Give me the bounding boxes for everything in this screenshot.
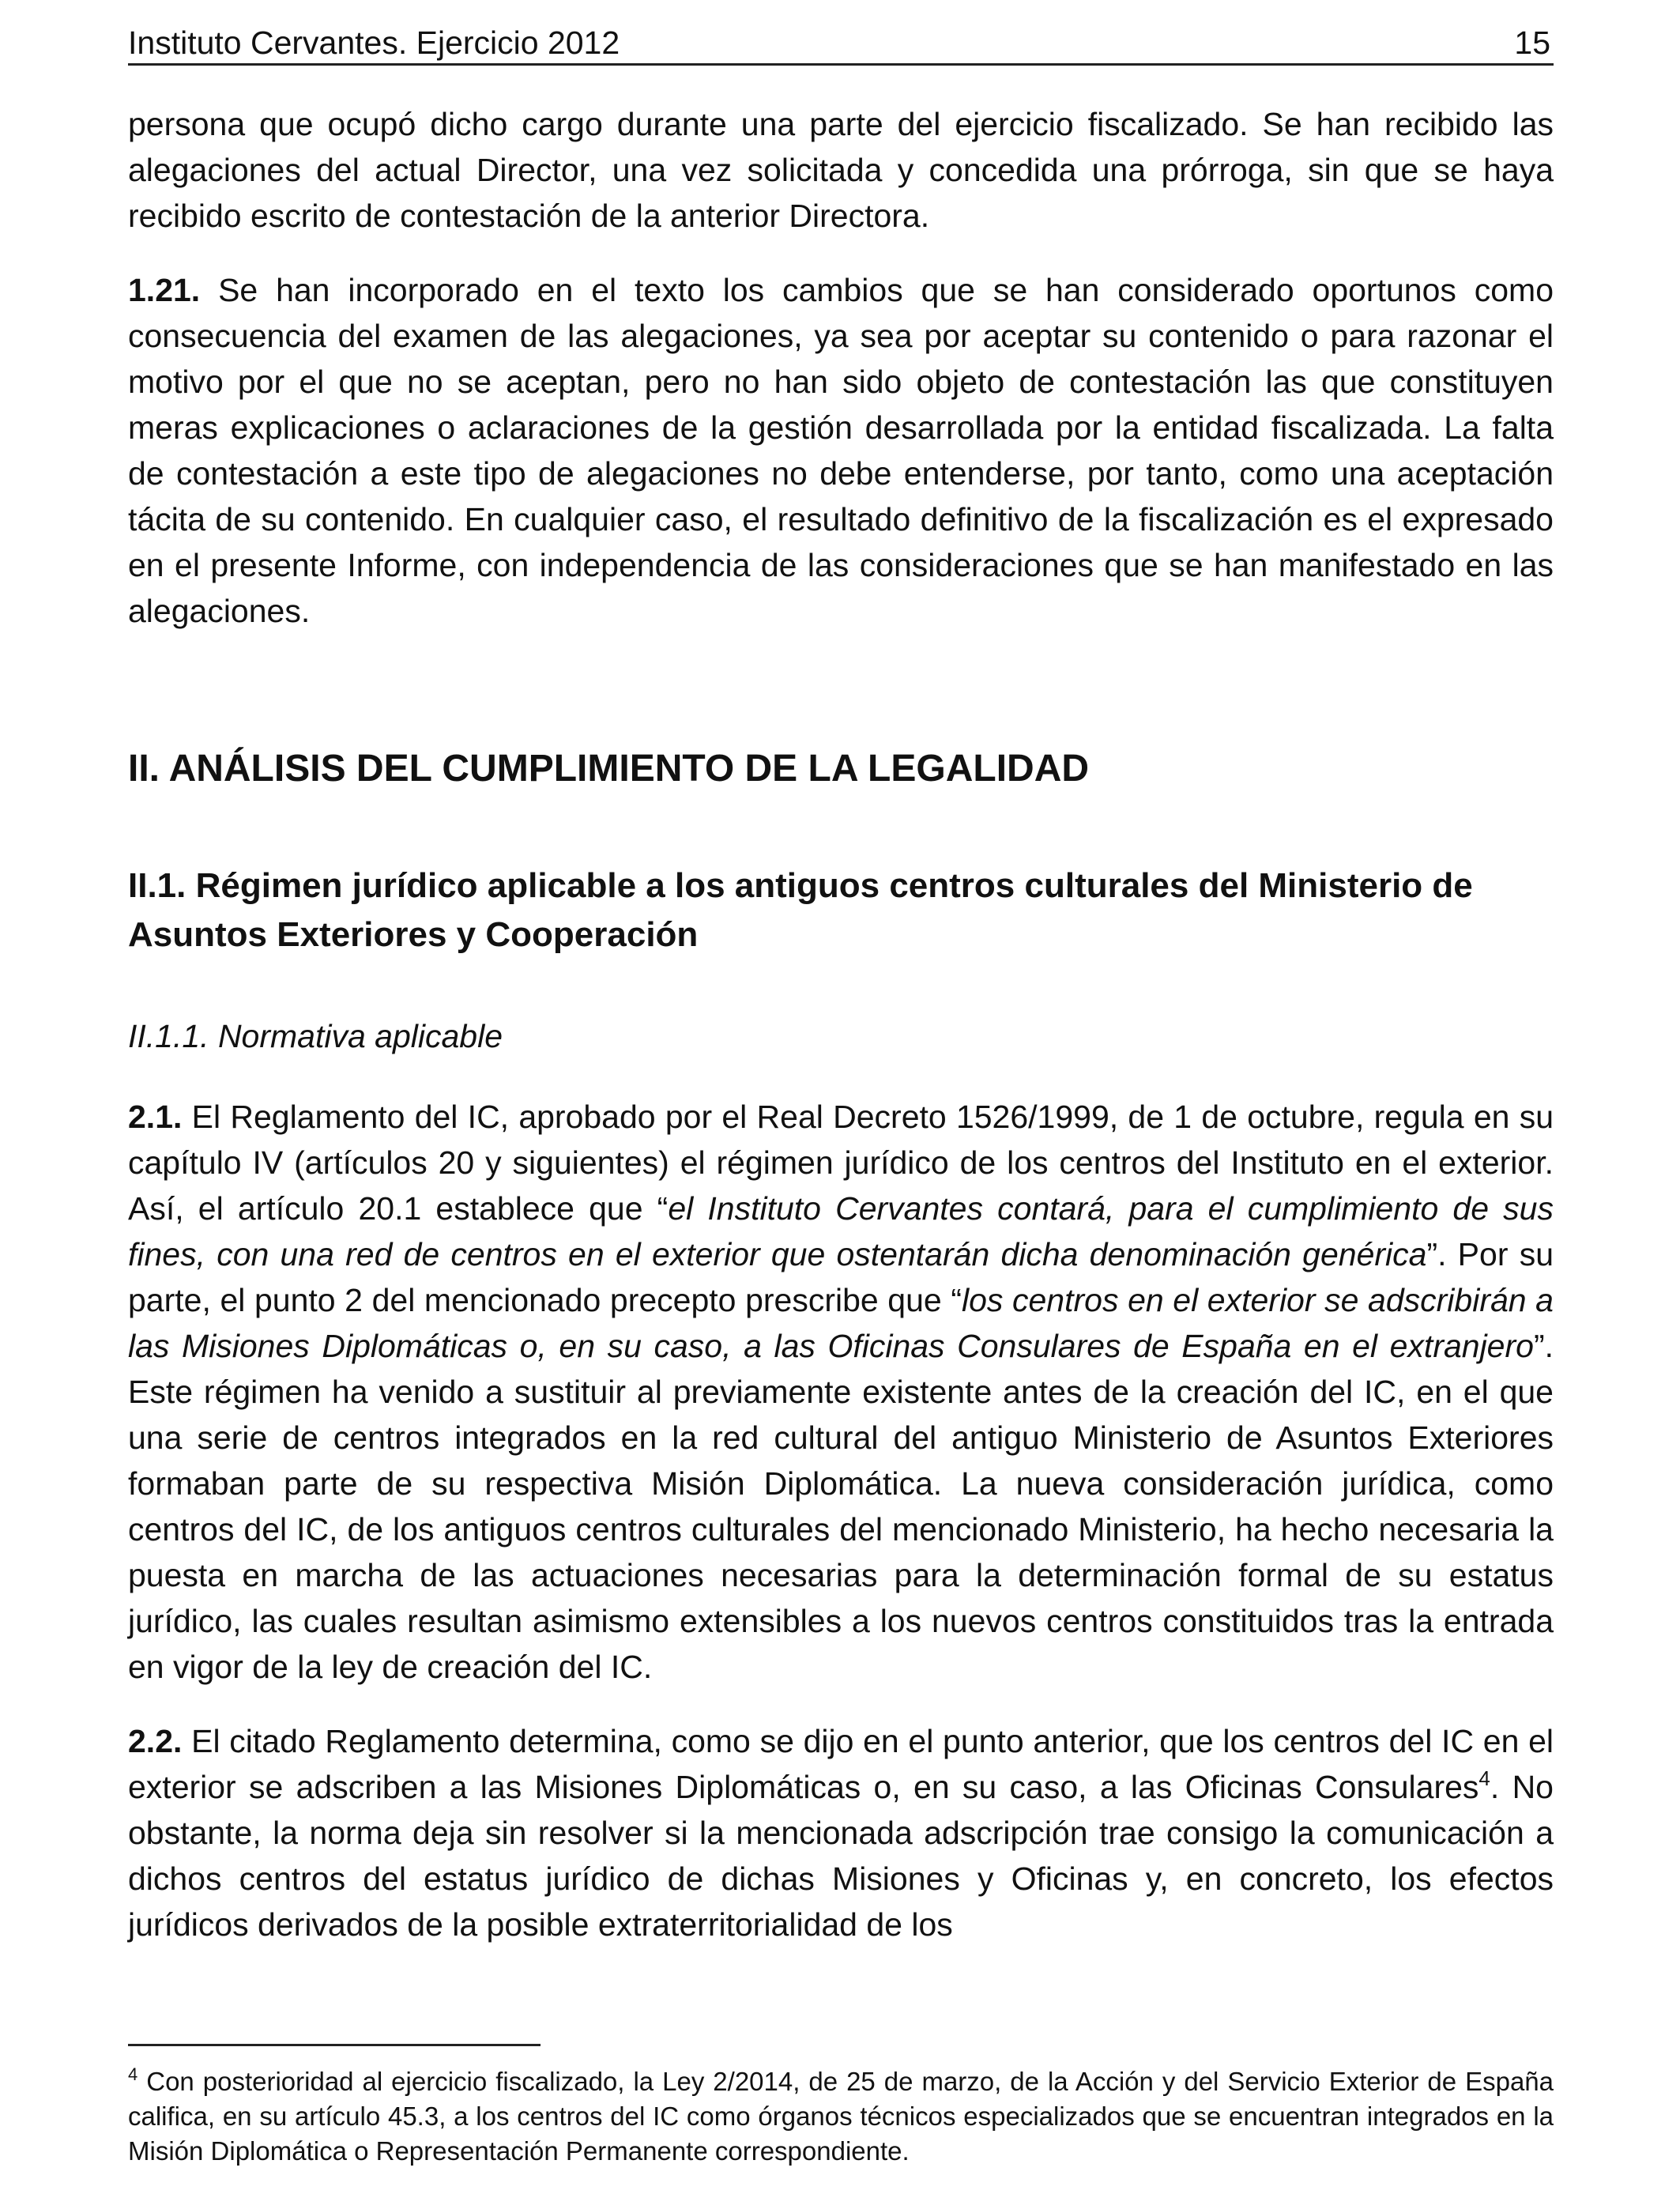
section-heading: II. ANÁLISIS DEL CUMPLIMIENTO DE LA LEGALIDAD <box>128 748 1090 790</box>
footnote-reference[interactable]: 4 <box>1478 1766 1490 1790</box>
footnote <box>128 2064 1554 2169</box>
footnote-marker: 4 <box>128 2064 138 2084</box>
paragraph-1-21 <box>128 267 1554 634</box>
continuation-paragraph: persona que ocupó dicho cargo durante una parte del ejercicio fiscalizado. Se han recibido las alegaciones del actual Director, una vez solicitada y concedida una prórroga, sin que se haya recibido escrito de contestación de la anterior Directora. <box>128 106 1554 234</box>
paragraph-text: ”. Por su parte, el punto 2 del mencionado precepto prescribe que “ <box>128 1236 1554 1318</box>
header-title: Instituto Cervantes. Ejercicio 2012 <box>128 25 620 61</box>
paragraph-text: . No obstante, la norma deja sin resolver si la mencionada adscripción trae consigo la comunicación a dichos centros del estatus jurídico de dichas Misiones y Oficinas y, en concreto, los efectos jurídicos derivados de la posible extraterritorialidad de los <box>128 1769 1554 1943</box>
quoted-text: los centros en el exterior se adscribirán a las Misiones Diplomáticas o, en su caso, a las Oficinas Consulares de España en el extranjero <box>128 1282 1554 1364</box>
paragraph-text: Se han incorporado en el texto los cambios que se han considerado oportunos como consecuencia del examen de las alegaciones, ya sea por aceptar su contenido o para razonar el motivo por el que no se aceptan, pero no han sido objeto de contestación las que constituyen meras explicaciones o aclaraciones de la gestión desarrollada por la entidad fiscalizada. La falta de contestación a este tipo de alegaciones no debe entenderse, por tanto, como una aceptación tácita de su contenido. En cualquier caso, el resultado definitivo de la fiscalización es el expresado en el presente Informe, con independencia de las consideraciones que se han manifestado en las alegaciones. <box>128 272 1554 629</box>
footnote-text: Con posterioridad al ejercicio fiscalizado, la Ley 2/2014, de 25 de marzo, de la Acción y del Servicio Exterior de España califica, en su artículo 45.3, a los centros del IC como órganos técnicos especializados que se encuentran integrados en la Misión Diplomática o Representación Permanente correspondiente. <box>128 2067 1554 2166</box>
paragraph-number: 2.1. <box>128 1099 183 1135</box>
subsection-heading: II.1. Régimen jurídico aplicable a los antiguos centros culturales del Ministerio de Asuntos Exteriores y Cooperación <box>128 866 1473 954</box>
paragraph-2-1 <box>128 1094 1554 1690</box>
paragraph-number: 1.21. <box>128 272 201 308</box>
paragraph-text: El Reglamento del IC, aprobado por el Real Decreto 1526/1999, de 1 de octubre, regula en su capítulo IV (artículos 20 y siguientes) el régimen jurídico de los centros del Instituto en el exterior. Así, el artículo 20.1 establece que “ <box>128 1099 1554 1227</box>
paragraph-2-2 <box>128 1718 1554 1947</box>
page-header <box>128 22 1554 66</box>
footnote-separator <box>128 2044 541 2046</box>
paragraph-text: El citado Reglamento determina, como se dijo en el punto anterior, que los centros del IC en el exterior se adscriben a las Misiones Diplomáticas o, en su caso, a las Oficinas Consulares <box>128 1723 1554 1805</box>
page-number: 15 <box>1514 25 1550 61</box>
quoted-text: el Instituto Cervantes contará, para el cumplimiento de sus fines, con una red de centros en el exterior que ostentarán dicha denominación genérica <box>128 1190 1554 1272</box>
subsubsection-heading: II.1.1. Normativa aplicable <box>128 1018 503 1054</box>
paragraph-number: 2.2. <box>128 1723 183 1759</box>
document-body <box>128 101 1554 1947</box>
paragraph-text: ”. Este régimen ha venido a sustituir al previamente existente antes de la creación del IC, en el que una serie de centros integrados en la red cultural del antiguo Ministerio de Asuntos Exteriores formaban parte de su respectiva Misión Diplomática. La nueva consideración jurídica, como centros del IC, de los antiguos centros culturales del mencionado Ministerio, ha hecho necesaria la puesta en marcha de las actuaciones necesarias para la determinación formal de su estatus jurídico, las cuales resultan asimismo extensibles a los nuevos centros constituidos tras la entrada en vigor de la ley de creación del IC. <box>128 1328 1554 1685</box>
